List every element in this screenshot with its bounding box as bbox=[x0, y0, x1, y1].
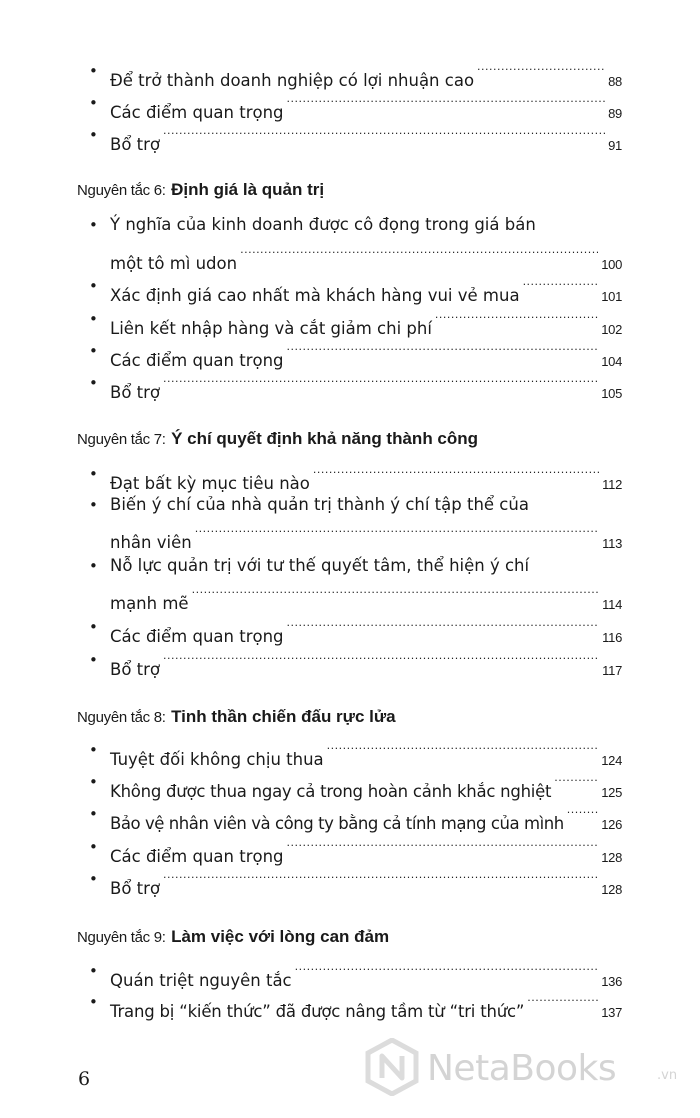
section-title: Định giá là quản trị bbox=[171, 180, 325, 199]
leader-dots bbox=[287, 612, 600, 642]
toc-entry-text: Các điểm quan trọng bbox=[110, 627, 284, 646]
leader-dots bbox=[327, 735, 599, 765]
section-title: Ý chí quyết định khả năng thành công bbox=[171, 429, 479, 448]
toc-page-number: 117 bbox=[602, 663, 622, 678]
toc-entry[interactable] bbox=[0, 735, 700, 769]
leader-dots bbox=[295, 956, 599, 986]
leader-dots bbox=[287, 336, 599, 366]
toc-entry-continuation[interactable] bbox=[0, 579, 700, 613]
netabooks-badge-icon bbox=[365, 1038, 419, 1096]
bullet: • bbox=[89, 496, 98, 514]
bullet: • bbox=[89, 62, 98, 80]
toc-entry-first-line: Biến ý chí của nhà quản trị thành ý chí tập thể của bbox=[110, 495, 529, 514]
toc-entry[interactable] bbox=[0, 612, 700, 646]
leader-dots bbox=[287, 88, 606, 118]
toc-page-number: 113 bbox=[602, 536, 622, 551]
leader-dots bbox=[163, 368, 598, 398]
toc-entry-continuation[interactable] bbox=[0, 518, 700, 552]
toc-entry-text: nhân viên bbox=[110, 533, 192, 552]
watermark-suffix: .vn bbox=[657, 1068, 678, 1083]
toc-page-number: 128 bbox=[601, 882, 622, 897]
section-heading[interactable] bbox=[77, 175, 324, 205]
toc-entry-text: Bổ trợ bbox=[110, 135, 161, 154]
toc-entry[interactable] bbox=[0, 799, 700, 833]
bullet: • bbox=[89, 374, 98, 392]
toc-page-number: 136 bbox=[601, 974, 622, 989]
bullet: • bbox=[89, 993, 98, 1011]
toc-entry-text: Trang bị “kiến thức” đã được nâng tầm từ “tri thức” bbox=[110, 1002, 525, 1021]
leader-dots bbox=[313, 459, 599, 489]
leader-dots bbox=[163, 864, 598, 894]
bullet: • bbox=[89, 94, 98, 112]
toc-page-number: 116 bbox=[602, 630, 622, 645]
section-title: Làm việc với lòng can đảm bbox=[171, 927, 390, 946]
leader-dots bbox=[477, 56, 605, 86]
toc-entry[interactable] bbox=[0, 210, 700, 240]
section-prefix: Nguyên tắc 9: bbox=[77, 929, 166, 946]
leader-dots bbox=[435, 304, 598, 334]
toc-entry[interactable] bbox=[0, 956, 700, 990]
toc-entry[interactable] bbox=[0, 987, 700, 1021]
bullet: • bbox=[89, 870, 98, 888]
toc-entry-text: Tuyệt đối không chịu thua bbox=[110, 750, 324, 769]
toc-entry-text: Không được thua ngay cả trong hoàn cảnh khắc nghiệt bbox=[110, 782, 552, 801]
section-heading[interactable] bbox=[77, 424, 478, 454]
leader-dots bbox=[195, 518, 599, 548]
toc-entry[interactable] bbox=[0, 551, 700, 581]
toc-entry-first-line: Nỗ lực quản trị với tư thế quyết tâm, thể hiện ý chí bbox=[110, 556, 530, 575]
toc-entry[interactable] bbox=[0, 832, 700, 866]
bullet: • bbox=[89, 741, 98, 759]
toc-entry[interactable] bbox=[0, 56, 700, 90]
toc-entry[interactable] bbox=[0, 271, 700, 305]
section-prefix: Nguyên tắc 7: bbox=[77, 431, 166, 448]
toc-page-number: 105 bbox=[601, 386, 622, 401]
toc-page-number: 101 bbox=[601, 289, 622, 304]
bullet: • bbox=[89, 838, 98, 856]
bullet: • bbox=[89, 310, 98, 328]
toc-entry[interactable] bbox=[0, 336, 700, 370]
toc-entry-text: Đạt bất kỳ mục tiêu nào bbox=[110, 474, 310, 493]
bullet: • bbox=[89, 557, 98, 575]
section-title: Tinh thần chiến đấu rực lửa bbox=[171, 707, 396, 726]
toc-entry-text: Các điểm quan trọng bbox=[110, 351, 284, 370]
toc-entry-text: Các điểm quan trọng bbox=[110, 847, 284, 866]
toc-entry[interactable] bbox=[0, 368, 700, 402]
toc-entry-text: một tô mì udon bbox=[110, 254, 238, 273]
bullet: • bbox=[89, 342, 98, 360]
toc-page-number: 89 bbox=[608, 106, 622, 121]
toc-entry-text: mạnh mẽ bbox=[110, 594, 189, 613]
toc-entry[interactable] bbox=[0, 490, 700, 520]
leader-dots bbox=[192, 579, 600, 609]
section-heading[interactable] bbox=[77, 702, 396, 732]
toc-entry-text: Xác định giá cao nhất mà khách hàng vui vẻ mua bbox=[110, 286, 520, 305]
toc-page-number: 104 bbox=[601, 354, 622, 369]
toc-page-number: 114 bbox=[602, 597, 622, 612]
bullet: • bbox=[89, 216, 98, 234]
toc-entry[interactable] bbox=[0, 88, 700, 122]
toc-entry-text: Liên kết nhập hàng và cắt giảm chi phí bbox=[110, 319, 432, 338]
leader-dots bbox=[163, 120, 605, 150]
toc-entry[interactable] bbox=[0, 120, 700, 154]
toc-page-number: 102 bbox=[601, 322, 622, 337]
bullet: • bbox=[89, 277, 98, 295]
toc-entry-text: Các điểm quan trọng bbox=[110, 103, 284, 122]
toc-entry[interactable] bbox=[0, 767, 700, 801]
leader-dots bbox=[163, 645, 599, 675]
leader-dots bbox=[554, 767, 598, 797]
toc-page-number: 124 bbox=[601, 753, 622, 768]
bullet: • bbox=[89, 773, 98, 791]
toc-entry-text: Bổ trợ bbox=[110, 383, 161, 402]
toc-entry[interactable] bbox=[0, 645, 700, 679]
toc-entry-first-line: Ý nghĩa của kinh doanh được cô đọng trong giá bán bbox=[110, 215, 536, 234]
leader-dots bbox=[240, 239, 598, 269]
toc-entry-continuation[interactable] bbox=[0, 239, 700, 273]
toc-page-number: 91 bbox=[608, 138, 622, 153]
bullet: • bbox=[89, 618, 98, 636]
toc-page-number: 100 bbox=[601, 257, 622, 272]
watermark-logo bbox=[365, 1038, 685, 1108]
toc-page-number: 137 bbox=[601, 1005, 622, 1020]
toc-entry-text: Bổ trợ bbox=[110, 660, 161, 679]
page-number: 6 bbox=[78, 1068, 91, 1090]
bullet: • bbox=[89, 126, 98, 144]
toc-entry[interactable] bbox=[0, 864, 700, 898]
toc-page-number: 88 bbox=[608, 74, 622, 89]
leader-dots bbox=[523, 271, 599, 301]
toc-entry[interactable] bbox=[0, 459, 700, 493]
toc-entry-text: Quán triệt nguyên tắc bbox=[110, 971, 292, 990]
leader-dots bbox=[287, 832, 599, 862]
toc-page-number: 128 bbox=[601, 850, 622, 865]
bullet: • bbox=[89, 805, 98, 823]
watermark-brand: NetaBooks bbox=[427, 1048, 617, 1089]
section-prefix: Nguyên tắc 6: bbox=[77, 182, 166, 199]
bullet: • bbox=[89, 465, 98, 483]
section-heading[interactable] bbox=[77, 922, 389, 952]
leader-dots bbox=[567, 799, 598, 829]
bullet: • bbox=[89, 962, 98, 980]
toc-entry-text: Bổ trợ bbox=[110, 879, 161, 898]
toc-page-number: 112 bbox=[602, 477, 622, 492]
toc-entry-text: Để trở thành doanh nghiệp có lợi nhuận cao bbox=[110, 71, 475, 90]
toc-page-number: 125 bbox=[601, 785, 622, 800]
toc-page-number: 126 bbox=[601, 817, 622, 832]
section-prefix: Nguyên tắc 8: bbox=[77, 709, 166, 726]
toc-entry[interactable] bbox=[0, 304, 700, 338]
leader-dots bbox=[527, 987, 598, 1017]
bullet: • bbox=[89, 651, 98, 669]
toc-entry-text: Bảo vệ nhân viên và công ty bằng cả tính mạng của mình bbox=[110, 814, 564, 833]
